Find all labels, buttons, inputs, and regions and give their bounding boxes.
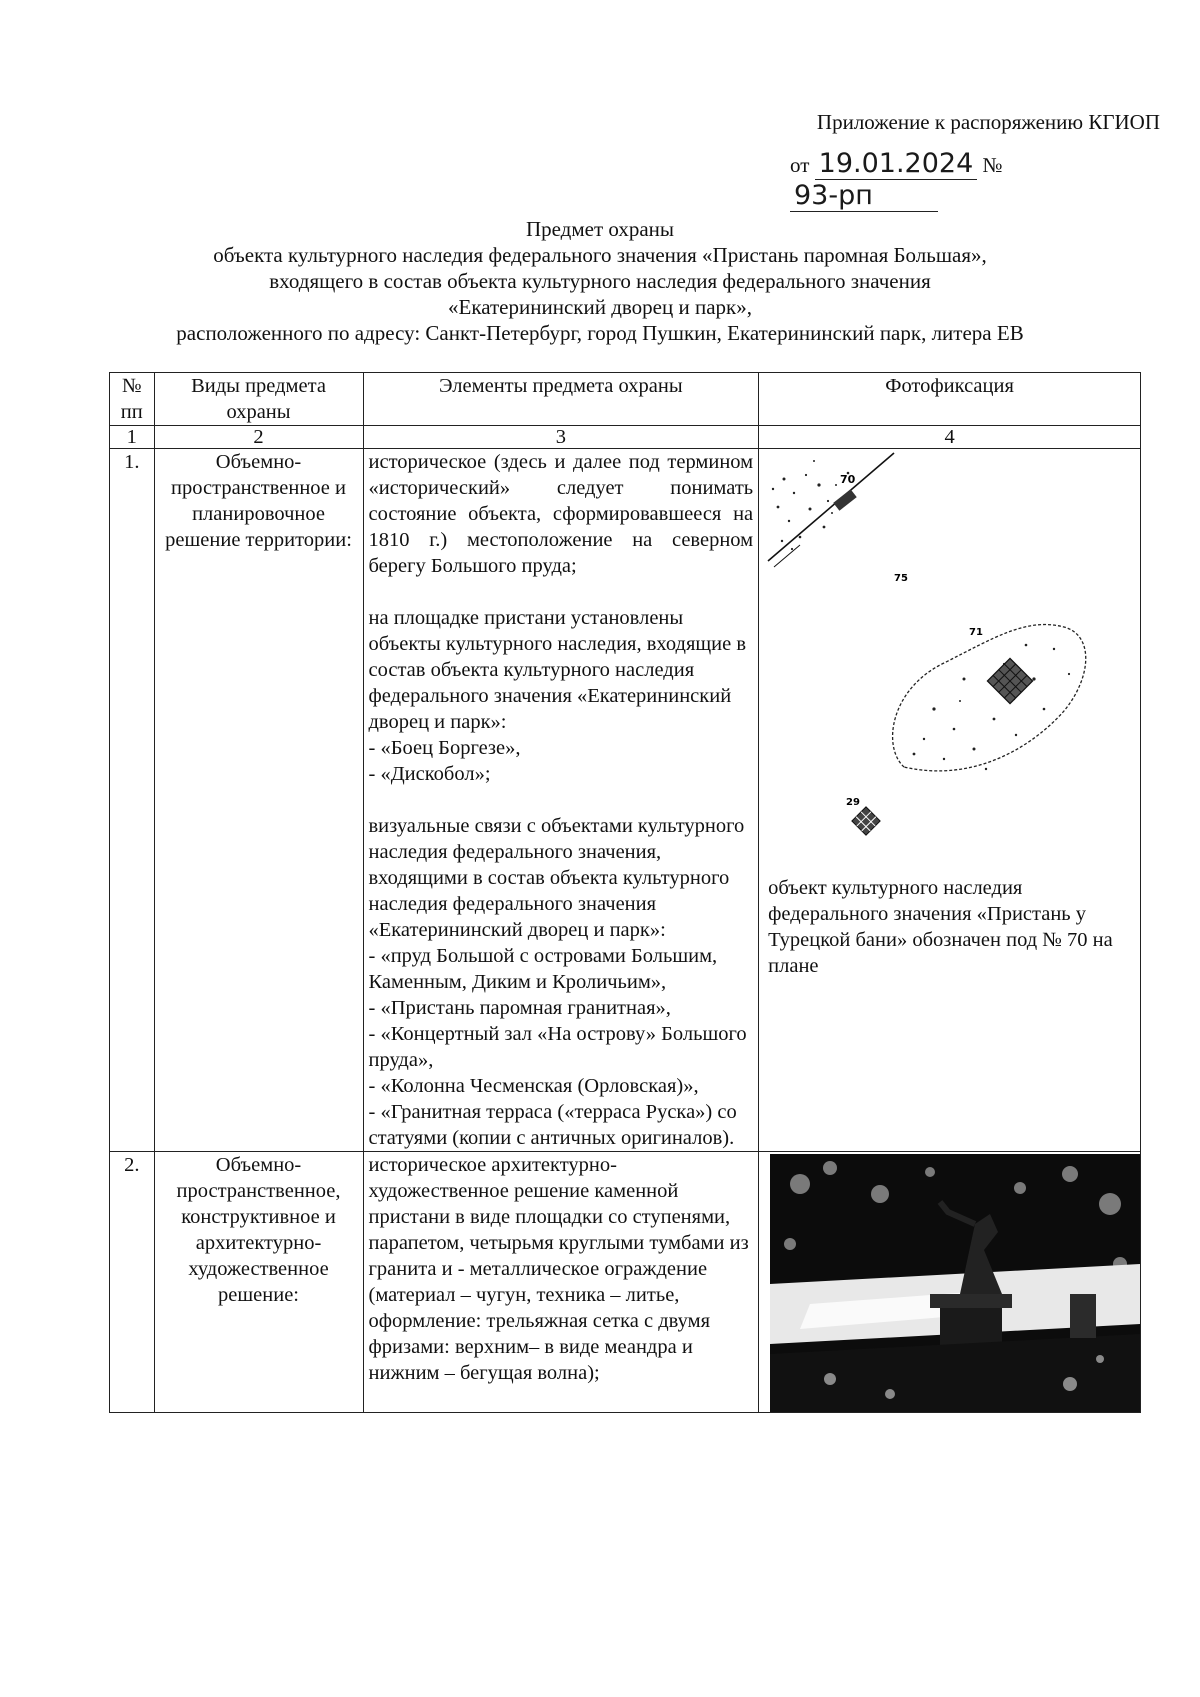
column-number: 4: [759, 426, 1141, 449]
title-line-4: «Екатерининский дворец и парк»,: [448, 295, 752, 319]
photo-cell: [759, 1152, 1141, 1413]
row-number: 1.: [110, 449, 155, 1152]
column-number: 3: [363, 426, 759, 449]
order-date: 19.01.2024: [815, 148, 978, 180]
site-plan-map: [764, 449, 1134, 869]
protection-table: [109, 372, 1141, 1413]
map-label-70: 70: [840, 473, 856, 486]
element-list-item: - «Боец Боргезе»,: [368, 737, 521, 759]
protection-type: Объемно-пространственное и планировочное решение территории:: [154, 449, 363, 1152]
element-list-item: - «Колонна Чесменская (Орловская)»,: [368, 1075, 699, 1097]
element-list-item: - «Дискобол»;: [368, 763, 491, 785]
photo-caption: объект культурного наследия федерального значения «Пристань у Турецкой бани» обозначен под № 70 на плане: [768, 877, 1113, 977]
element-text: на площадке пристани установлены объекты культурного наследия, входящие в состав объекта культурного наследия федерального значения «Екатерининский дворец и парк»:: [368, 607, 747, 733]
header-cell-photo: Фотофиксация: [759, 373, 1141, 426]
number-prefix: №: [982, 153, 1003, 177]
title-line-3: входящего в состав объекта культурного наследия федерального значения: [269, 269, 931, 293]
title-line-5: расположенного по адресу: Санкт-Петербург, город Пушкин, Екатерининский парк, литера ЕВ: [176, 321, 1024, 345]
table-header-row: [110, 373, 1141, 426]
element-list-item: - «Пристань паромная гранитная»,: [368, 997, 671, 1019]
map-label-75: 75: [894, 573, 909, 584]
header-cell-number: № пп: [110, 373, 155, 426]
element-list-item: - «Гранитная терраса («терраса Руска») со статуями (копии с античных оригиналов).: [368, 1101, 737, 1149]
column-number: 2: [154, 426, 363, 449]
element-text: историческое (здесь и далее под термином «исторический» следует понимать состояние объекта, сформировавшееся на 1810 г.) местоположение на северном берегу Большого пруда;: [368, 451, 754, 577]
order-reference: [790, 148, 1150, 212]
element-list-item: - «пруд Большой с островами Большим, Каменным, Диким и Кроличьим»,: [368, 945, 718, 993]
pier-photo: [770, 1154, 1140, 1412]
date-prefix: от: [790, 153, 810, 177]
row-number: 2.: [110, 1152, 155, 1413]
document-title: Предмет охраны: [525, 217, 675, 241]
appendix-label: Приложение к распоряжению КГИОП: [816, 110, 1160, 134]
photo-cell: [759, 449, 1141, 1152]
protection-type: Объемно-пространственное, конструктивное и архитектурно-художественное решение:: [154, 1152, 363, 1413]
element-text: историческое архитектурно-художественное решение каменной пристани в виде площадки со ступенями, парапетом, четырьмя круглыми тумбами из гранита и - металлическое ограждение (материал – чугун, техника – литье, оформление: трельяжная сетка с двумя фризами: верхним– в виде меандра и нижним – бегущая волна);: [368, 1154, 749, 1384]
table-row: [110, 449, 1141, 1152]
header-cell-elements: Элементы предмета охраны: [363, 373, 759, 426]
title-line-2: объекта культурного наследия федерального значения «Пристань паромная Большая»,: [213, 243, 987, 267]
column-number: 1: [110, 426, 155, 449]
protection-elements: [363, 449, 759, 1152]
element-list-item: - «Концертный зал «На острову» Большого пруда»,: [368, 1023, 747, 1071]
map-label-29: 29: [846, 797, 861, 808]
protection-elements: [363, 1152, 759, 1413]
element-text: визуальные связи с объектами культурного наследия федерального значения, входящими в состав объекта культурного наследия федерального значения «Екатерининский дворец и парк»:: [368, 815, 745, 941]
table-row: [110, 1152, 1141, 1413]
order-number: 93-рп: [790, 180, 938, 212]
map-label-71: 71: [969, 627, 984, 638]
header-cell-type: Виды предмета охраны: [154, 373, 363, 426]
column-number-row: [110, 426, 1141, 449]
